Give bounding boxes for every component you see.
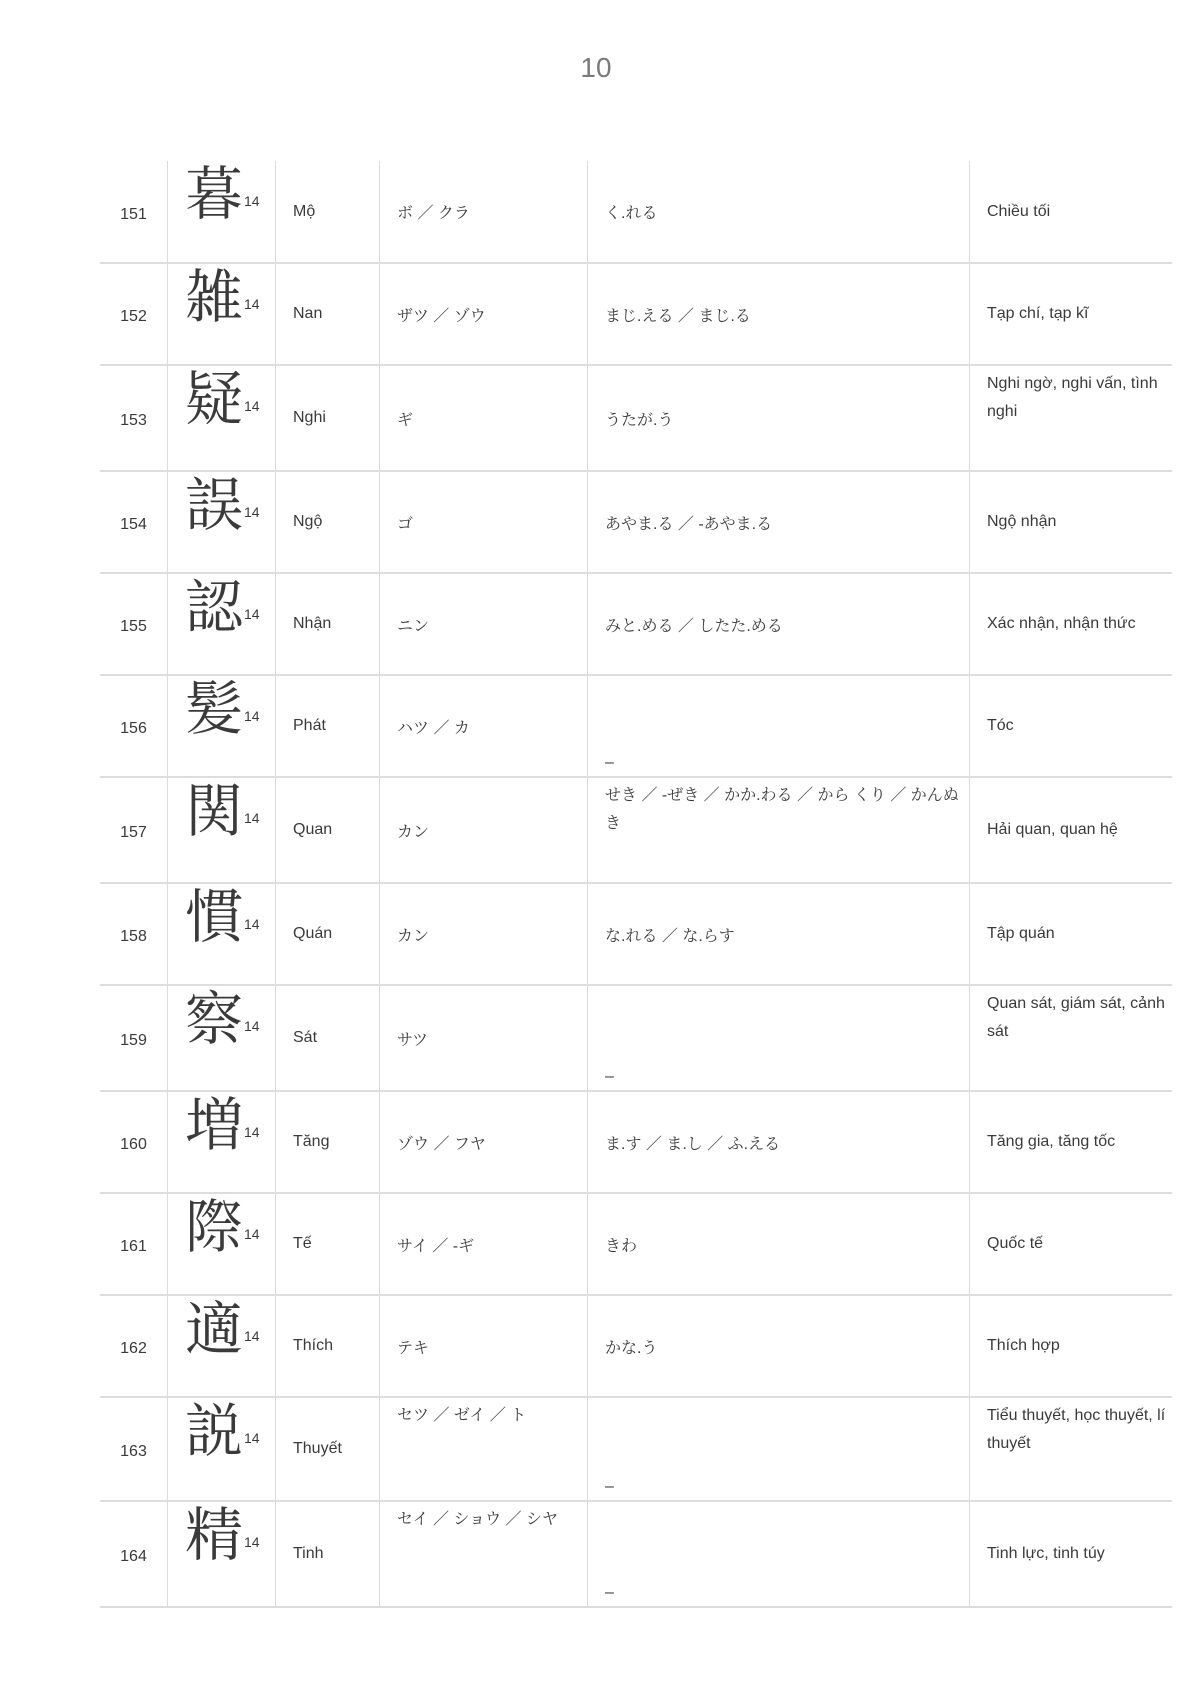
row-number: 159 [100,985,168,1091]
han-viet-reading: Mộ [276,161,380,263]
stroke-count: 14 [244,1328,260,1344]
kanji-character: 認 [185,573,244,641]
kanji-cell [168,1091,276,1193]
kanji-cell [168,777,276,883]
kanji-character: 暮 [185,161,244,228]
kun-reading-cell [588,675,970,777]
kanji-row [100,1397,1172,1501]
kun-reading: ま.す ／ ま.し ／ ふ.える [588,1091,970,1193]
kanji-row [100,1091,1172,1193]
kanji-cell [168,263,276,365]
kun-reading: – [605,1068,614,1085]
meaning: Quan sát, giám sát, cảnh sát [970,985,1173,1091]
row-number: 164 [100,1501,168,1607]
row-number: 158 [100,883,168,985]
meaning: Tóc [970,675,1173,777]
han-viet-reading: Thuyết [276,1397,380,1501]
kanji-character: 精 [185,1501,244,1569]
kanji-character: 髪 [185,675,244,743]
han-viet-reading: Nghi [276,365,380,471]
kun-reading: かな.う [588,1295,970,1397]
kun-reading: な.れる ／ な.らす [588,883,970,985]
kanji-cell [168,883,276,985]
han-viet-reading: Quán [276,883,380,985]
kanji-character: 誤 [185,471,244,539]
kanji-character: 増 [185,1091,244,1159]
row-number: 161 [100,1193,168,1295]
kanji-cell [168,985,276,1091]
han-viet-reading: Nan [276,263,380,365]
kun-reading: – [605,1478,614,1495]
row-number: 152 [100,263,168,365]
kun-reading: まじ.える ／ まじ.る [588,263,970,365]
meaning: Tiểu thuyết, học thuyết, lí thuyết [970,1397,1173,1501]
row-number: 155 [100,573,168,675]
meaning: Quốc tế [970,1193,1173,1295]
kanji-row [100,263,1172,365]
stroke-count: 14 [244,1430,260,1446]
han-viet-reading: Tinh [276,1501,380,1607]
row-number: 163 [100,1397,168,1501]
kun-reading-cell [588,985,970,1091]
kanji-table-body [100,161,1172,1607]
meaning: Tinh lực, tinh túy [970,1501,1173,1607]
kanji-table [100,161,1172,1608]
on-reading: サイ ／ -ギ [380,1193,588,1295]
kanji-row [100,1501,1172,1607]
meaning: Chiều tối [970,161,1173,263]
kanji-character: 察 [185,985,244,1053]
stroke-count: 14 [244,916,260,932]
kanji-row [100,1193,1172,1295]
row-number: 154 [100,471,168,573]
han-viet-reading: Thích [276,1295,380,1397]
stroke-count: 14 [244,810,260,826]
on-reading: ギ [380,365,588,471]
meaning: Thích hợp [970,1295,1173,1397]
on-reading: カン [380,883,588,985]
stroke-count: 14 [244,1534,260,1550]
page-number: 10 [580,52,612,83]
kun-reading: みと.める ／ したた.める [588,573,970,675]
meaning: Ngộ nhận [970,471,1173,573]
kanji-row [100,777,1172,883]
kanji-character: 説 [185,1397,244,1465]
kanji-character: 疑 [185,365,244,433]
on-reading: ボ ／ クラ [380,161,588,263]
on-reading: ゾウ ／ フヤ [380,1091,588,1193]
kanji-character: 関 [185,777,244,845]
on-reading: テキ [380,1295,588,1397]
kanji-row [100,883,1172,985]
kanji-row [100,161,1172,263]
stroke-count: 14 [244,1124,260,1140]
kun-reading: – [605,754,614,771]
kun-reading: あやま.る ／ -あやま.る [588,471,970,573]
kanji-character: 雑 [185,263,244,331]
kanji-row [100,675,1172,777]
meaning: Nghi ngờ, nghi vấn, tình nghi [970,365,1173,471]
kanji-cell [168,1295,276,1397]
kun-reading: きわ [588,1193,970,1295]
on-reading: サツ [380,985,588,1091]
han-viet-reading: Tăng [276,1091,380,1193]
row-number: 153 [100,365,168,471]
kanji-cell [168,1193,276,1295]
kanji-cell [168,365,276,471]
han-viet-reading: Tế [276,1193,380,1295]
on-reading: ハツ ／ カ [380,675,588,777]
on-reading: カン [380,777,588,883]
kanji-cell [168,573,276,675]
stroke-count: 14 [244,1226,260,1242]
stroke-count: 14 [244,193,260,209]
kanji-character: 慣 [185,883,244,951]
kanji-character: 適 [185,1295,244,1363]
kanji-cell [168,161,276,263]
han-viet-reading: Ngộ [276,471,380,573]
kanji-cell [168,1501,276,1607]
kun-reading: く.れる [588,161,970,263]
stroke-count: 14 [244,606,260,622]
kun-reading-cell [588,1397,970,1501]
row-number: 156 [100,675,168,777]
meaning: Xác nhận, nhận thức [970,573,1173,675]
meaning: Tạp chí, tạp kĩ [970,263,1173,365]
kanji-row [100,573,1172,675]
kun-reading: せき ／ -ぜき ／ かか.わる ／ から くり ／ かんぬき [588,777,970,883]
kanji-character: 際 [185,1193,244,1261]
meaning: Tập quán [970,883,1173,985]
kanji-row [100,1295,1172,1397]
kanji-cell [168,1397,276,1501]
row-number: 151 [100,161,168,263]
kun-reading: – [605,1584,614,1601]
meaning: Tăng gia, tăng tốc [970,1091,1173,1193]
stroke-count: 14 [244,398,260,414]
han-viet-reading: Nhận [276,573,380,675]
stroke-count: 14 [244,708,260,724]
on-reading: セイ ／ ショウ ／ シヤ [380,1501,588,1607]
on-reading: セツ ／ ゼイ ／ ト [380,1397,588,1501]
kanji-cell [168,471,276,573]
stroke-count: 14 [244,296,260,312]
on-reading: ザツ ／ ゾウ [380,263,588,365]
on-reading: ニン [380,573,588,675]
stroke-count: 14 [244,504,260,520]
kanji-row [100,365,1172,471]
kanji-row [100,471,1172,573]
row-number: 162 [100,1295,168,1397]
on-reading: ゴ [380,471,588,573]
han-viet-reading: Phát [276,675,380,777]
kanji-cell [168,675,276,777]
kanji-row [100,985,1172,1091]
row-number: 160 [100,1091,168,1193]
han-viet-reading: Quan [276,777,380,883]
meaning: Hải quan, quan hệ [970,777,1173,883]
kun-reading: うたが.う [588,365,970,471]
kun-reading-cell [588,1501,970,1607]
han-viet-reading: Sát [276,985,380,1091]
stroke-count: 14 [244,1018,260,1034]
row-number: 157 [100,777,168,883]
